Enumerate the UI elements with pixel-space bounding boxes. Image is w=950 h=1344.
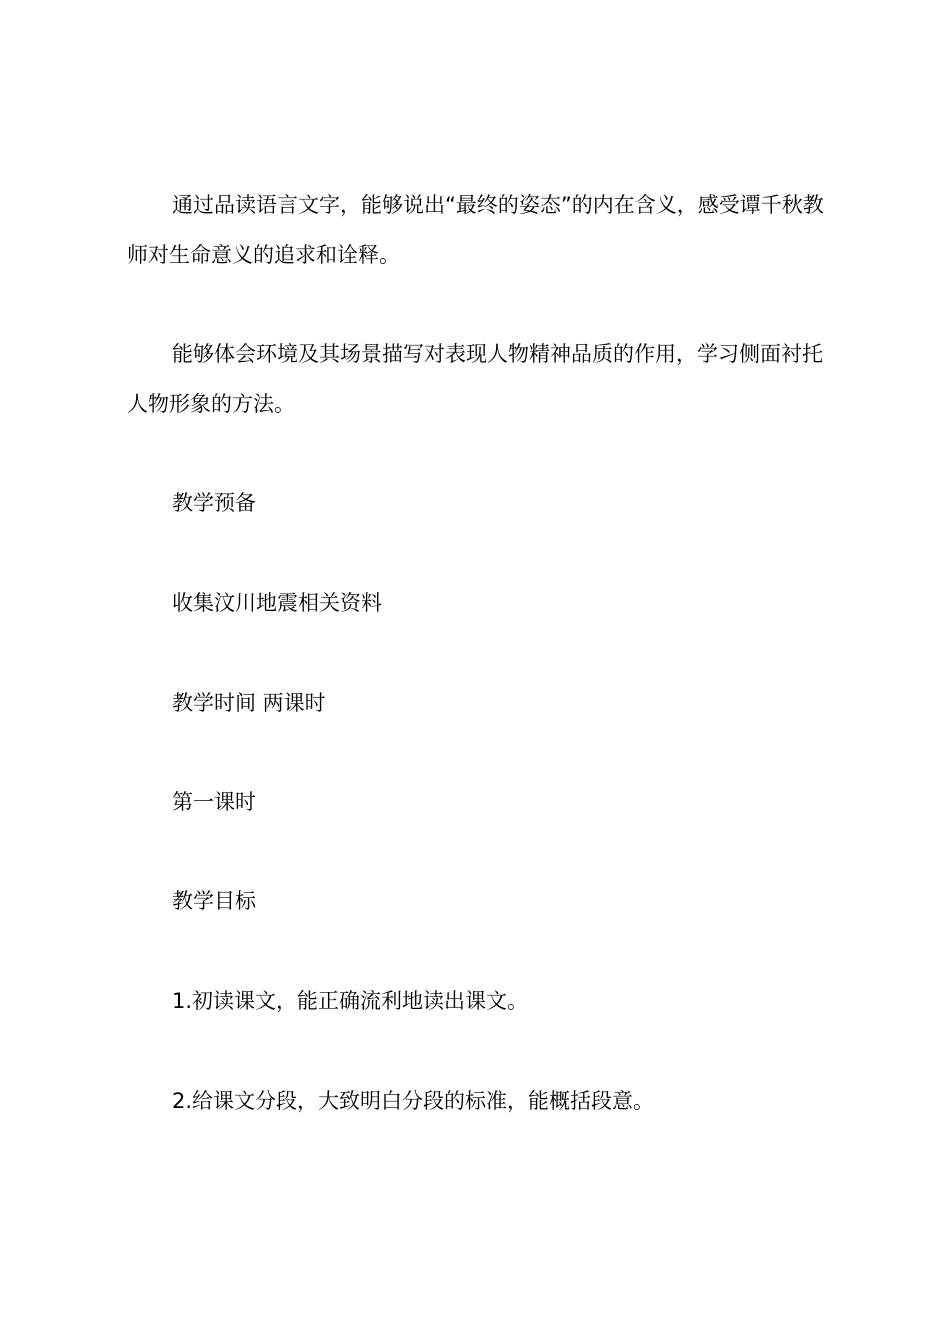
objective-item-1: 1.初读课文，能正确流利地读出课文。 — [172, 989, 529, 1013]
heading-teaching-preparation: 教学预备 — [172, 491, 256, 515]
text-teaching-time: 教学时间 两课时 — [172, 691, 326, 715]
paragraph-goal-meaning: 通过品读语言文字，能够说出“最终的姿态”的内在含义，感受谭千秋教师对生命意义的追求和诠释。 — [127, 193, 824, 267]
heading-teaching-objectives: 教学目标 — [172, 889, 256, 913]
paragraph-goal-environment: 能够体会环境及其场景描写对表现人物精神品质的作用，学习侧面衬托人物形象的方法。 — [127, 342, 823, 416]
heading-first-lesson: 第一课时 — [172, 790, 256, 814]
text-collect-materials: 收集汶川地震相关资料 — [172, 591, 382, 615]
objective-item-2: 2.给课文分段，大致明白分段的标准，能概括段意。 — [172, 1089, 655, 1113]
